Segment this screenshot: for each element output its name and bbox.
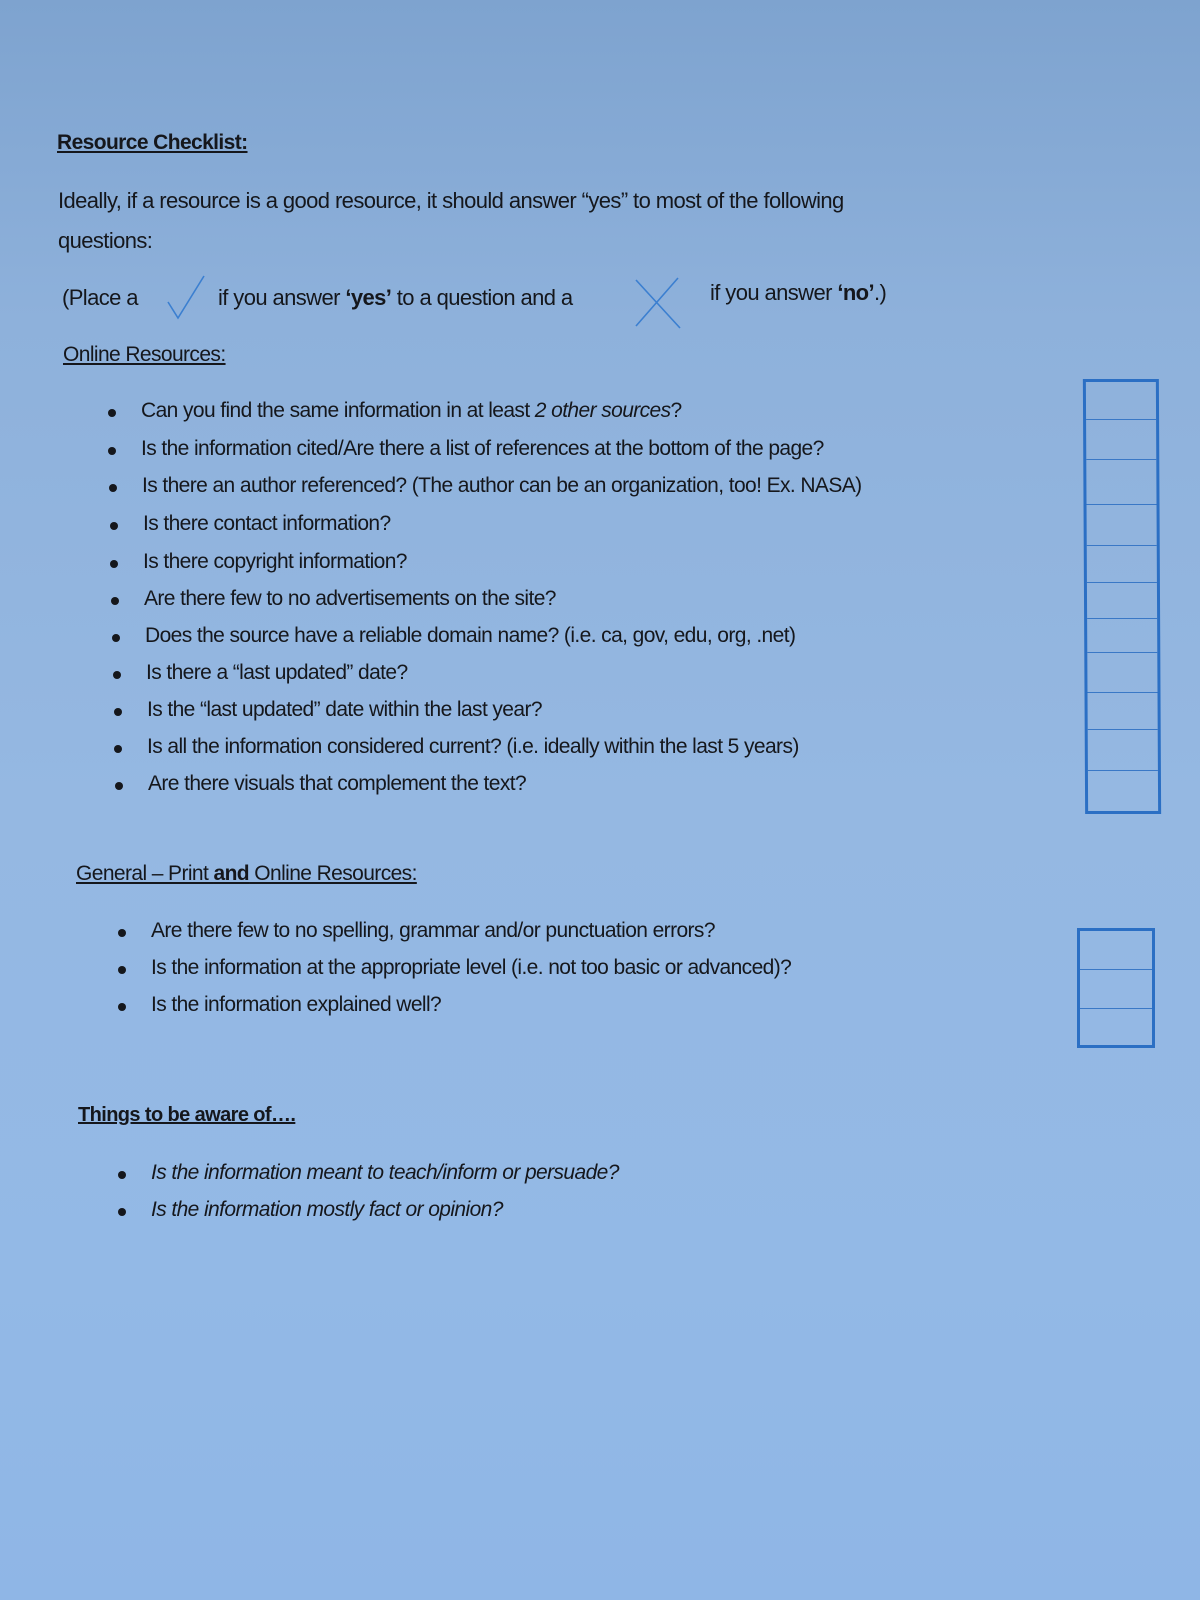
list-item-text: Is all the information considered current? (i.e. ideally within the last 5 years)	[147, 735, 799, 758]
heading-part: General – Print	[76, 862, 214, 885]
checkbox-cell[interactable]	[1080, 931, 1152, 970]
bullet-icon	[118, 929, 126, 937]
intro-text-line-2: questions:	[58, 228, 153, 253]
page-title: Resource Checklist:	[57, 131, 248, 154]
item-text-post: ?	[670, 399, 682, 422]
instruction-text-3	[710, 280, 886, 306]
instruction-text-1: (Place a	[62, 285, 138, 310]
list-item-text	[141, 399, 682, 423]
bullet-icon	[114, 708, 122, 716]
x-mark-icon	[630, 276, 686, 332]
instruction-text-2	[218, 285, 573, 311]
bullet-icon	[110, 560, 118, 568]
list-item-text: Is there an author referenced? (The author can be an organization, too! Ex. NASA)	[142, 474, 862, 497]
bullet-icon	[113, 671, 121, 679]
online-checkbox-column	[1083, 379, 1161, 814]
bullet-icon	[108, 409, 116, 417]
checkbox-cell[interactable]	[1088, 730, 1158, 771]
list-item-text: Is the information explained well?	[151, 993, 442, 1016]
checkbox-cell[interactable]	[1087, 583, 1157, 619]
yes-word: ‘yes’	[345, 285, 392, 310]
bullet-icon	[114, 745, 122, 753]
checkbox-cell[interactable]	[1080, 970, 1152, 1009]
list-item-text: Does the source have a reliable domain name? (i.e. ca, gov, edu, org, .net)	[145, 624, 796, 647]
list-item-text: Is the information mostly fact or opinion?	[151, 1198, 503, 1221]
instruction-close: .)	[874, 280, 887, 305]
list-item-text: Is there copyright information?	[143, 550, 407, 573]
checkbox-cell[interactable]	[1087, 546, 1157, 583]
checkbox-cell[interactable]	[1086, 382, 1156, 420]
list-item-text: Are there visuals that complement the text?	[148, 772, 527, 795]
item-text-italic: 2 other sources	[534, 399, 671, 422]
list-item-text: Is the information meant to teach/inform or persuade?	[151, 1161, 619, 1184]
no-word: ‘no’	[837, 280, 875, 305]
checkbox-cell[interactable]	[1086, 420, 1156, 460]
item-text-pre: Can you find the same information in at least	[141, 399, 535, 422]
checkbox-cell[interactable]	[1080, 1009, 1152, 1045]
list-item-text: Is the “last updated” date within the last year?	[147, 698, 542, 721]
bullet-icon	[115, 782, 123, 790]
bullet-icon	[118, 1003, 126, 1011]
checkbox-cell[interactable]	[1087, 653, 1157, 693]
intro-text-line-1: Ideally, if a resource is a good resource, it should answer “yes” to most of the following	[58, 188, 844, 213]
checkbox-cell[interactable]	[1088, 771, 1158, 811]
list-item-text: Are there few to no advertisements on the site?	[144, 587, 556, 610]
instruction-if-answer-no: if you answer	[710, 280, 838, 305]
checkbox-cell[interactable]	[1088, 693, 1158, 730]
bullet-icon	[109, 484, 117, 492]
list-item-text: Are there few to no spelling, grammar and/or punctuation errors?	[151, 919, 715, 942]
bullet-icon	[112, 634, 120, 642]
section-heading-aware: Things to be aware of….	[78, 1104, 296, 1126]
bullet-icon	[118, 966, 126, 974]
bullet-icon	[108, 447, 116, 455]
bullet-icon	[118, 1171, 126, 1179]
check-mark-icon	[164, 272, 208, 324]
checkbox-cell[interactable]	[1087, 505, 1157, 546]
list-item-text: Is the information cited/Are there a list of references at the bottom of the page?	[141, 437, 824, 460]
checkbox-cell[interactable]	[1087, 619, 1157, 653]
general-checkbox-column	[1077, 928, 1155, 1048]
instruction-question-and: to a question and a	[391, 285, 573, 310]
instruction-if-answer: if you answer	[218, 285, 346, 310]
list-item-text: Is there contact information?	[143, 512, 391, 535]
list-item-text: Is the information at the appropriate level (i.e. not too basic or advanced)?	[151, 956, 792, 979]
list-item-text: Is there a “last updated” date?	[146, 661, 408, 684]
bullet-icon	[118, 1208, 126, 1216]
bullet-icon	[111, 597, 119, 605]
bullet-icon	[110, 522, 118, 530]
heading-bold-and: and	[213, 862, 250, 885]
section-heading-general	[76, 862, 417, 886]
section-heading-online: Online Resources:	[63, 343, 226, 366]
checkbox-cell[interactable]	[1086, 460, 1156, 505]
heading-part: Online Resources:	[249, 862, 417, 885]
